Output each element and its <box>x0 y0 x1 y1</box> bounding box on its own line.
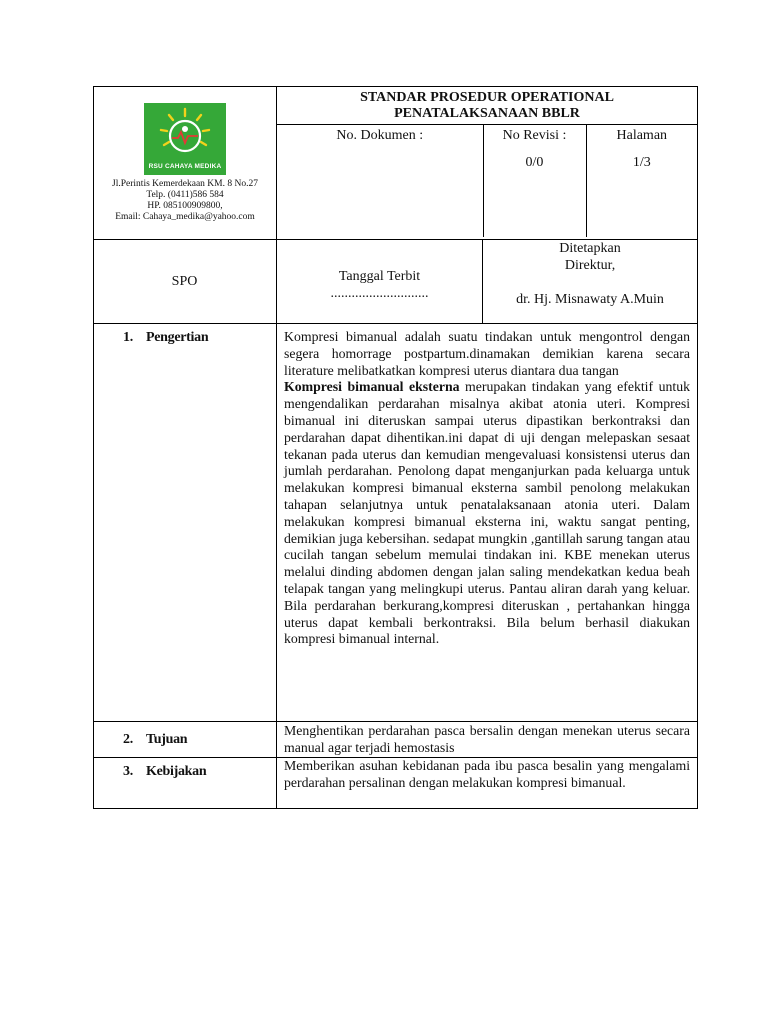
section-number: 3. <box>123 764 133 779</box>
title-block <box>277 87 698 240</box>
document-title: STANDAR PROSEDUR OPERATIONAL <box>360 90 614 105</box>
issue-date-label: Tanggal Terbit <box>338 268 421 284</box>
issue-date-value: ............................ <box>330 285 429 301</box>
hospital-name: RSU CAHAYA MEDIKA <box>148 163 222 170</box>
hospital-logo <box>144 103 226 175</box>
director-name: dr. Hj. Misnawaty A.Muin <box>516 292 664 307</box>
page-cell <box>586 125 697 237</box>
revision-value: 0/0 <box>525 155 544 170</box>
revision-cell <box>483 125 586 237</box>
mobile-line: HP. 085100909800, <box>147 201 223 211</box>
section-title: Kebijakan <box>146 764 207 779</box>
section-content-pengertian <box>277 324 698 722</box>
section-content-kebijakan <box>277 758 698 809</box>
section-number: 2. <box>123 731 133 747</box>
address-line: Jl.Perintis Kemerdekaan KM. 8 No.27 <box>112 179 258 189</box>
pengertian-paragraph-2 <box>284 379 690 648</box>
email-line: Email: Cahaya_medika@yahoo.com <box>115 212 255 222</box>
revision-label: No Revisi : <box>502 128 567 143</box>
document-number-cell <box>277 125 483 237</box>
approved-role: Direktur, <box>564 258 616 273</box>
pengertian-paragraph-2-text: merupakan tindakan yang efektif untuk mengendalikan perdarahan misalnya akibat atonia uteri. Kompresi bimanual ini diteruskan sampai uterus dipastikan berkontraksi dan perdarahan dapat dihentikan.ini dapat di uji dengan melepaskan sesaat tekanan pada uterus dan kemudian mengevaluasi konsistensi uterus dan jumlah perdarahan. Penolong dapat menganjurkan pada keluarga untuk melakukan kompresi bimanual eksterna sambil penolong melakukan tahapan selanjutnya untuk penatalaksanaan atonia uteri. Dalam melakukan kompresi bimanual eksterna ini, waktu sangat penting, demikian juga kebersihan. sedapat mungkin ,gantillah sarung tangan atau cucilah tangan sebelum memulai tindakan ini. KBE menekan uterus melalui dinding abdomen dengan jalan saling mendekatkan kedua beah telapak tangan yang melingkupi uterus. Pantau aliran darah yang keluar. Bila perdarahan berkurang,kompresi diteruskan , pertahankan hingga uterus dapat kembali berkontraksi. Bila belum berhasil diakukan kompresi bimanual internal. <box>284 379 691 647</box>
kebijakan-text: Memberikan asuhan kebidanan pada ibu pasca besalin yang mengalami perdarahan persalinan dengan melakukan kompresi bimanual. <box>284 758 691 790</box>
bold-term: Kompresi bimanual eksterna <box>284 379 460 395</box>
section-content-tujuan <box>277 722 698 758</box>
approved-label: Ditetapkan <box>559 241 621 256</box>
approval-cell <box>483 240 698 324</box>
issue-date-cell <box>277 240 483 324</box>
spo-row-divider <box>93 239 277 240</box>
tujuan-text: Menghentikan perdarahan pasca bersalin dengan menekan uterus secara manual agar terjadi hemostasis <box>284 723 691 755</box>
page-label: Halaman <box>616 128 668 143</box>
section-label-kebijakan <box>94 758 277 809</box>
pengertian-paragraph-1: Kompresi bimanual adalah suatu tindakan untuk mengontrol dengan segera homorrage postpartum.dinamakan demikian karena secara literature melibatkatkan kompresi uterus diantara dua tangan <box>284 329 691 378</box>
section-number: 1. <box>123 330 133 345</box>
spo-label: SPO <box>171 274 198 289</box>
document-subtitle: PENATALAKSANAAN BBLR <box>394 106 580 121</box>
section-label-tujuan <box>94 722 277 758</box>
section-title: Pengertian <box>146 330 209 345</box>
phone-line: Telp. (0411)586 584 <box>146 190 224 200</box>
document-number-label: No. Dokumen : <box>336 128 424 143</box>
section-title: Tujuan <box>146 731 188 747</box>
section-label-pengertian <box>94 324 277 722</box>
page-value: 1/3 <box>632 155 651 170</box>
spo-document-table <box>93 86 698 809</box>
